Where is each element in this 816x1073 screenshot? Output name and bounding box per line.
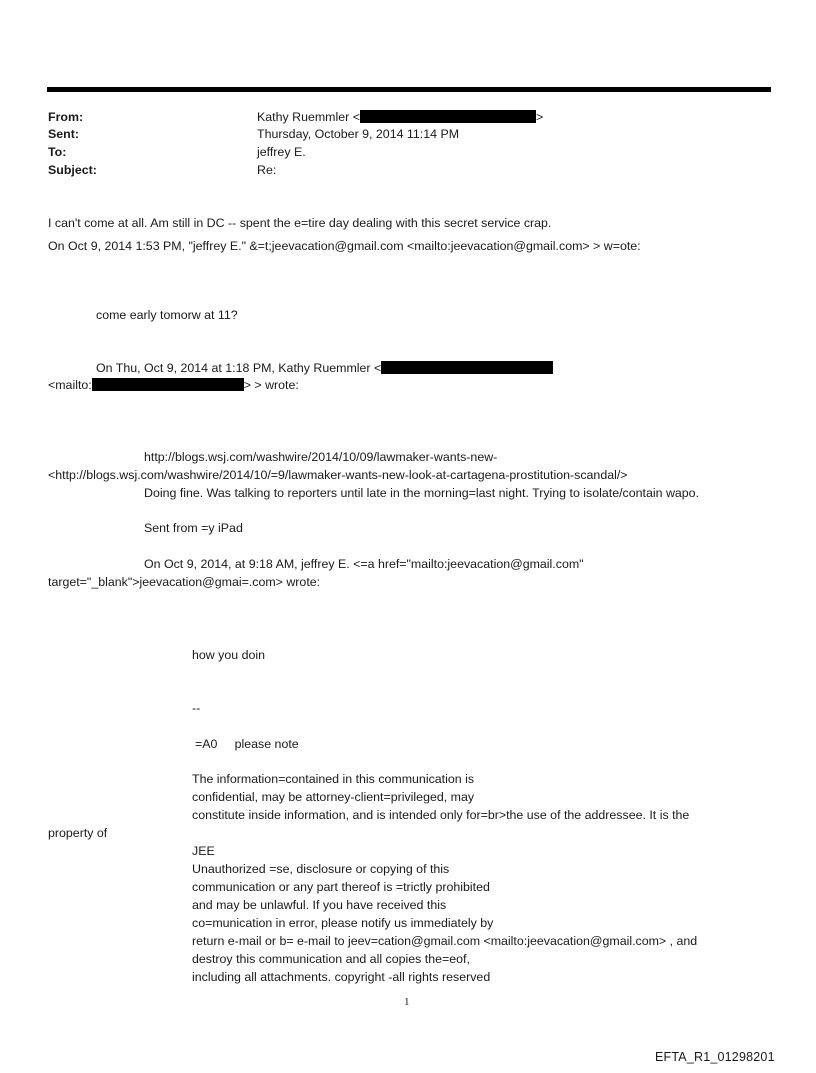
body-line: communication or any part thereof is =trictly prohibited <box>192 880 490 894</box>
body-line: -- <box>192 701 201 715</box>
body-line <box>96 361 553 375</box>
body-line: confidential, may be attorney-client=privileged, may <box>192 790 475 804</box>
body-line: including all attachments. copyright -all rights reserved <box>192 970 491 984</box>
mailto-suffix: > > wrote: <box>243 378 299 392</box>
body-line: Sent from =y iPad <box>144 521 243 535</box>
body-line: target="_blank">jeevacation@gmai=.com> wrote: <box>48 575 321 589</box>
body-line: JEE <box>192 844 215 858</box>
body-line: come early tomorw at 11? <box>96 308 238 322</box>
body-line: http://blogs.wsj.com/washwire/2014/10/09/lawmaker-wants-new- <box>144 450 498 464</box>
from-value-prefix: Kathy Ruemmler < <box>257 110 360 124</box>
body-line: how you doin <box>192 648 266 662</box>
redaction-bar <box>360 110 536 123</box>
sent-value: Thursday, October 9, 2014 11:14 PM <box>257 127 460 141</box>
from-label: From: <box>48 110 84 124</box>
document-id: EFTA_R1_01298201 <box>655 1050 775 1064</box>
from-value-suffix: > <box>535 110 544 124</box>
body-line: and may be unlawful. If you have received this <box>192 898 447 912</box>
page-number: 1 <box>404 996 410 1008</box>
body-line: Unauthorized =se, disclosure or copying of this <box>192 862 450 876</box>
subject-value: Re: <box>257 163 277 177</box>
sent-label: Sent: <box>48 127 79 141</box>
header-rule <box>47 87 771 92</box>
redaction-bar <box>381 361 553 374</box>
body-line: I can't come at all. Am still in DC -- spent the e=tire day dealing with this secret service crap. <box>48 216 552 230</box>
from-value <box>257 110 543 124</box>
redaction-bar <box>92 378 244 391</box>
to-label: To: <box>48 145 67 159</box>
body-line: On Oct 9, 2014, at 9:18 AM, jeffrey E. <=a href="mailto:jeevacation@gmail.com" <box>144 557 584 571</box>
body-line: property of <box>48 826 108 840</box>
body-line <box>48 378 299 392</box>
body-line: On Oct 9, 2014 1:53 PM, "jeffrey E." &=t;jeevacation@gmail.com <mailto:jeevacation@gmail.com> > w=ote: <box>48 239 641 253</box>
body-line: co=munication in error, please notify us immediately by <box>192 916 494 930</box>
quoted-header-prefix: On Thu, Oct 9, 2014 at 1:18 PM, Kathy Ruemmler < <box>96 361 382 375</box>
body-line: <http://blogs.wsj.com/washwire/2014/10/=9/lawmaker-wants-new-look-at-cartagena-prostitution-scandal/> <box>48 468 628 482</box>
to-value: jeffrey E. <box>257 145 306 159</box>
body-line: Doing fine. Was talking to reporters until late in the morning=last night. Trying to isolate/contain wapo. <box>144 486 700 500</box>
body-line: constitute inside information, and is intended only for=br>the use of the addressee. It is the <box>192 808 690 822</box>
body-line: destroy this communication and all copies the=eof, <box>192 952 470 966</box>
body-line: The information=contained in this communication is <box>192 772 475 786</box>
subject-label: Subject: <box>48 163 97 177</box>
body-line: =A0 please note <box>195 737 299 751</box>
body-line: return e-mail or b= e-mail to jeev=cation@gmail.com <mailto:jeevacation@gmail.com> , and <box>192 934 698 948</box>
mailto-prefix: <mailto: <box>48 378 92 392</box>
